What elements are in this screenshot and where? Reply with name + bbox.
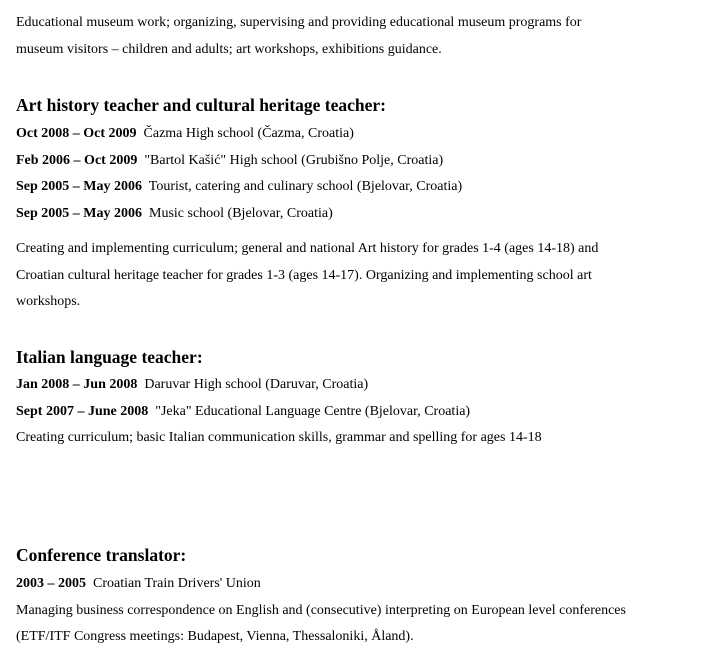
- text-line: museum visitors – children and adults; art workshops, exhibitions guidance.: [16, 41, 442, 57]
- text-line: Croatian cultural heritage teacher for grades 1-3 (ages 14-17). Organizing and implementing school art: [16, 267, 592, 283]
- entry-place: Croatian Train Drivers' Union: [93, 576, 261, 591]
- art-history-entries: [16, 121, 462, 227]
- job-entry: [16, 174, 462, 201]
- text-line: Managing business correspondence on English and (consecutive) interpreting on European level conferences: [16, 602, 626, 618]
- conference-translator-entries: [16, 571, 626, 651]
- text-line: Creating curriculum; basic Italian communication skills, grammar and spelling for ages 14-18: [16, 430, 542, 445]
- entry-place: Čazma High school (Čazma, Croatia): [143, 126, 354, 141]
- job-entry: [16, 399, 542, 426]
- section-heading-art-history: Art history teacher and cultural heritage teacher:: [16, 95, 386, 115]
- entry-place: Daruvar High school (Daruvar, Croatia): [144, 377, 369, 392]
- museum-work-description: [16, 10, 581, 63]
- job-entry: [16, 372, 542, 399]
- section-heading-conference-translator: Conference translator:: [16, 545, 187, 565]
- entry-dates: Jan 2008 – Jun 2008: [16, 377, 138, 392]
- italian-teacher-entries: [16, 372, 542, 452]
- job-entry: [16, 571, 626, 598]
- text-line: Creating and implementing curriculum; general and national Art history for grades 1-4 (ages 14-18) and: [16, 241, 599, 256]
- job-entry: [16, 121, 462, 148]
- entry-dates: Feb 2006 – Oct 2009: [16, 152, 138, 168]
- entry-place: "Bartol Kašić" High school (Grubišno Polje, Croatia): [144, 152, 444, 168]
- entry-place: "Jeka" Educational Language Centre (Bjelovar, Croatia): [155, 403, 471, 419]
- entry-dates: Oct 2008 – Oct 2009: [16, 126, 137, 141]
- entry-place: Music school (Bjelovar, Croatia): [149, 205, 333, 221]
- art-history-description: [16, 236, 598, 316]
- entry-place: Tourist, catering and culinary school (Bjelovar, Croatia): [148, 179, 463, 194]
- text-line: (ETF/ITF Congress meetings: Budapest, Vienna, Thessaloniki, Åland).: [16, 629, 414, 644]
- entry-dates: Sep 2005 – May 2006: [16, 205, 142, 221]
- text-line: workshops.: [16, 294, 81, 309]
- section-heading-italian-teacher: Italian language teacher:: [16, 347, 203, 367]
- entry-dates: Sept 2007 – June 2008: [16, 403, 149, 419]
- entry-dates: Sep 2005 – May 2006: [16, 179, 142, 194]
- entry-dates: 2003 – 2005: [16, 576, 86, 591]
- job-entry: [16, 201, 462, 228]
- job-entry: [16, 148, 462, 175]
- text-line: Educational museum work; organizing, supervising and providing educational museum programs for: [16, 15, 582, 30]
